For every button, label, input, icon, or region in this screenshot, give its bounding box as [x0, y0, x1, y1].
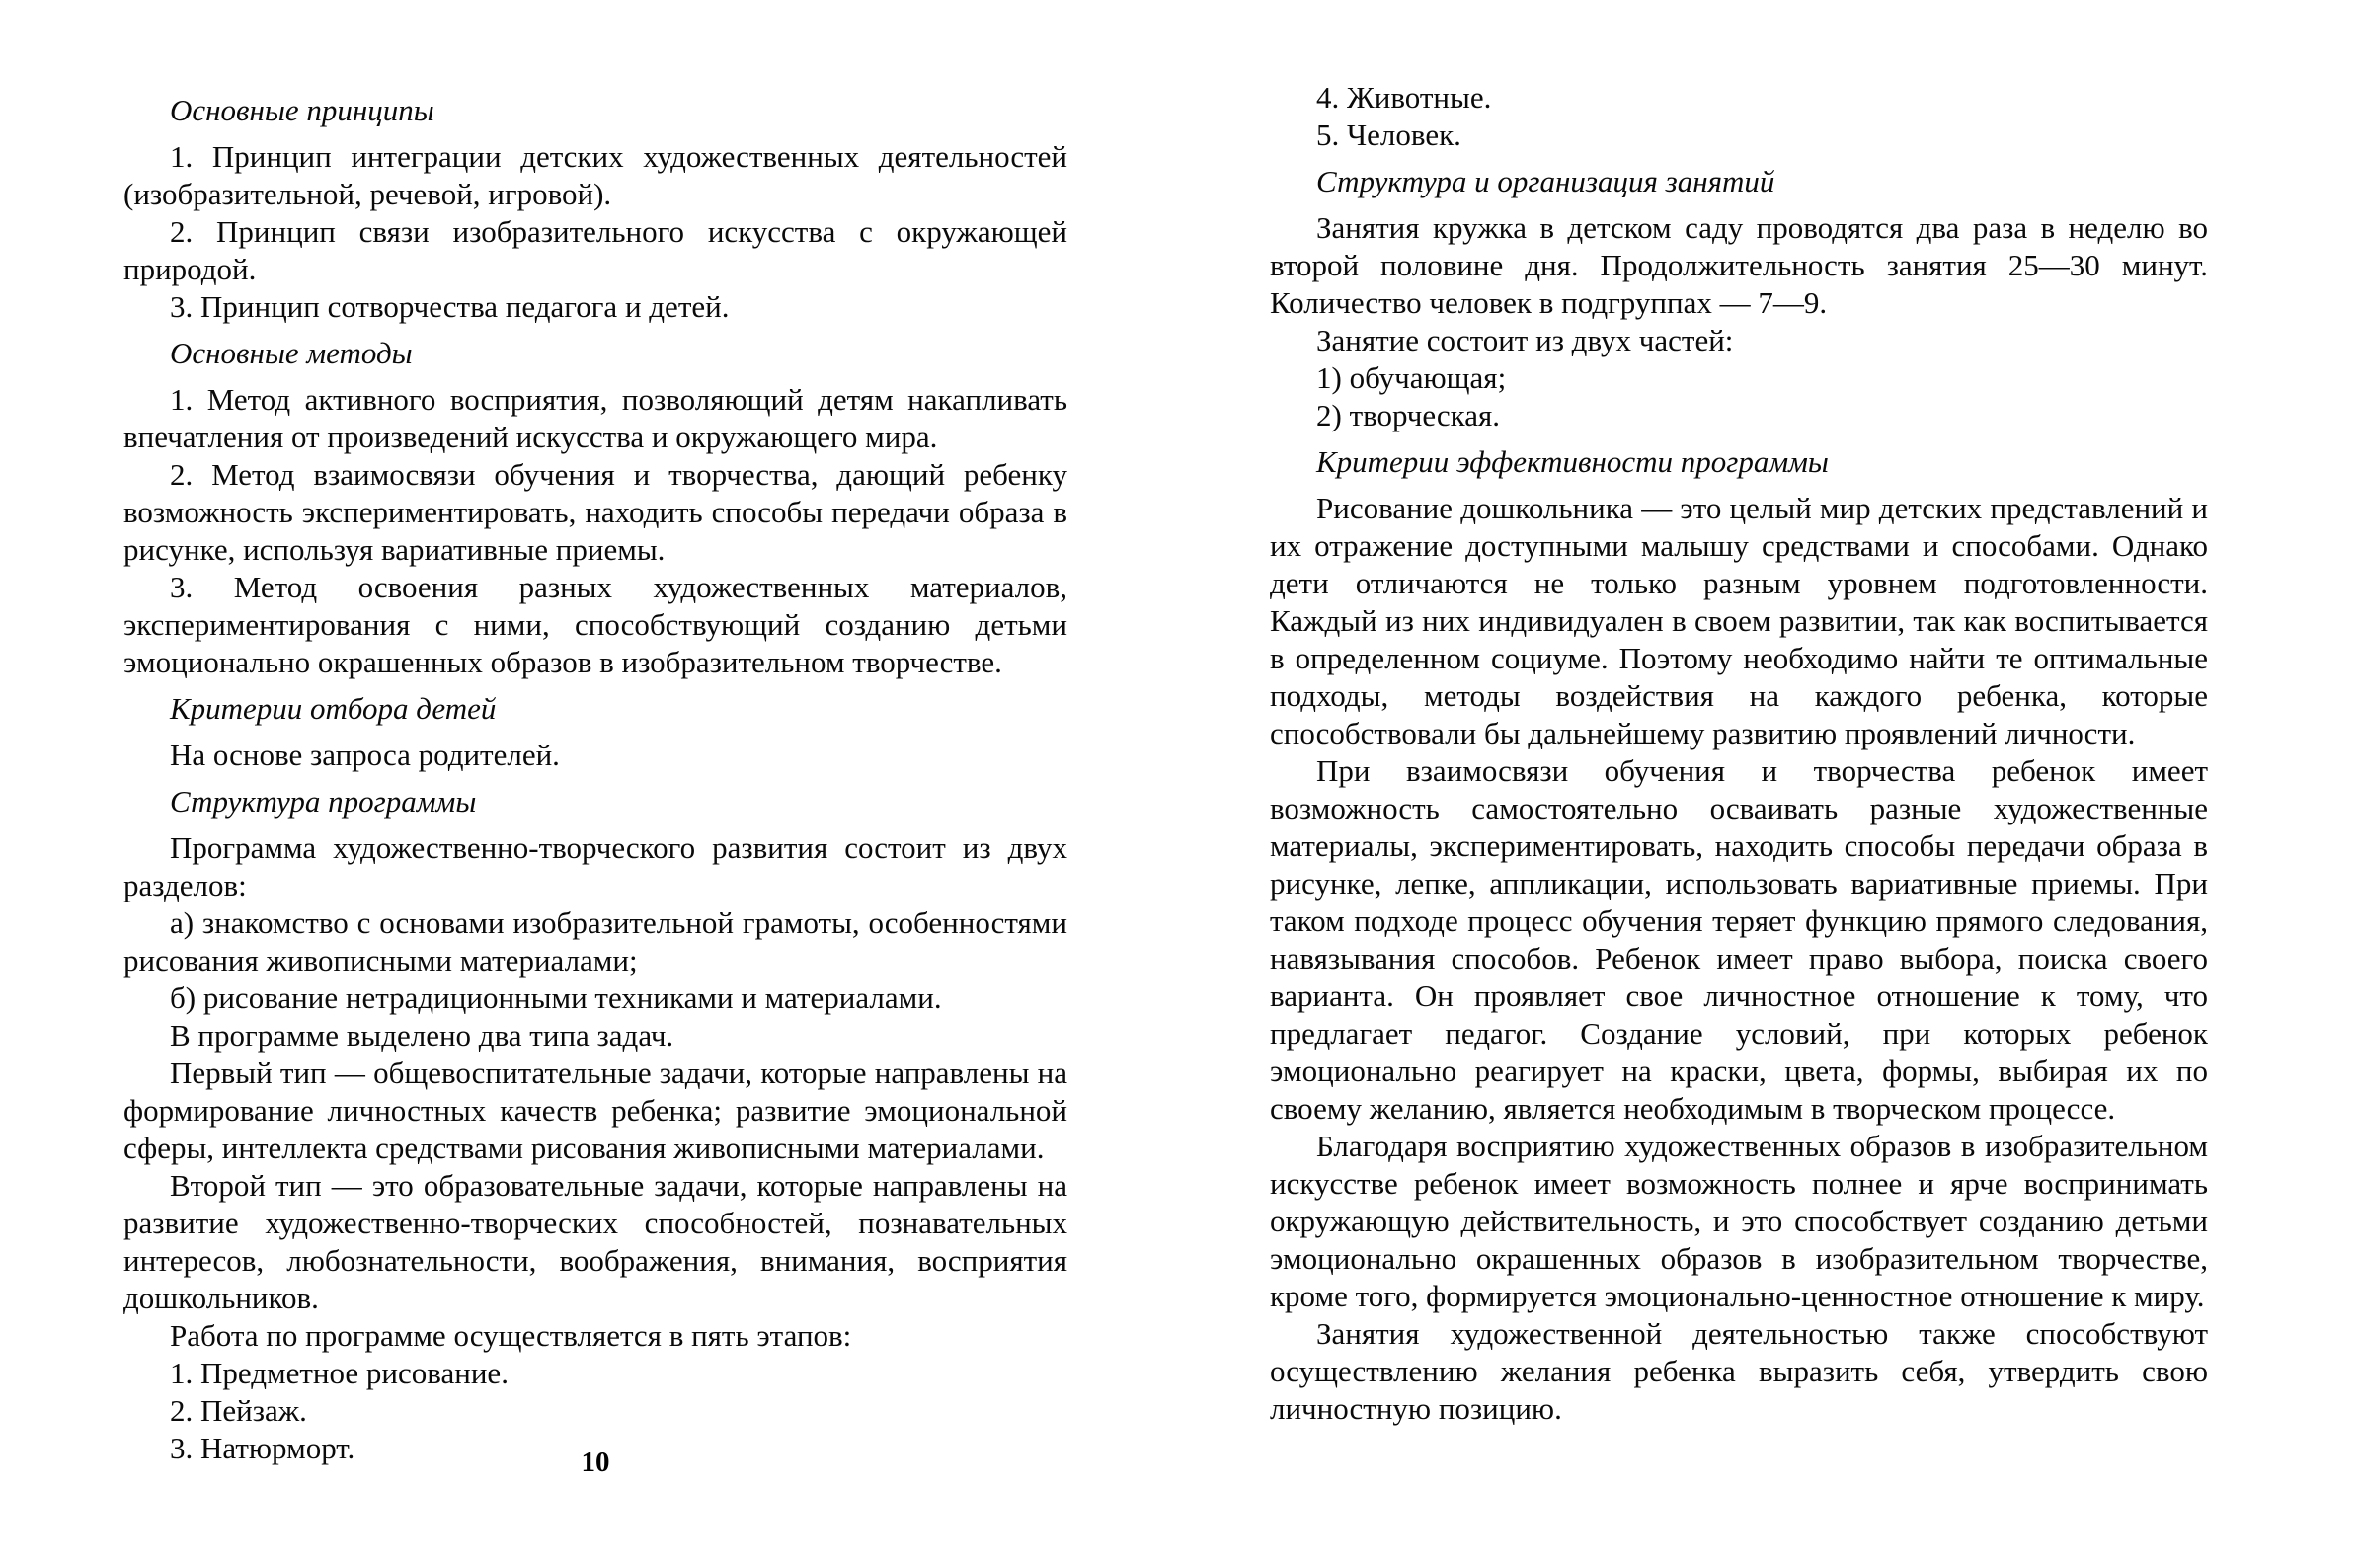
right-page	[1270, 79, 2208, 1428]
paragraph: 3. Метод освоения разных художественных материалов, экспериментирования с ними, способствующий созданию детьми эмоционально окрашенных образов в изобразительном творчестве.	[123, 570, 1067, 679]
section-heading: Критерии отбора детей	[170, 691, 497, 726]
page-number: 10	[581, 1447, 610, 1478]
paragraph: Рисование дошкольника — это целый мир детских представлений и их отражение доступными малышу средствами и способами. Однако дети отличаются не только разным уровнем подготовленности. Каждый из них индивидуален в своем развитии, так как воспитывается в определенном социуме. Поэтому необходимо найти те оптимальные подходы, методы воздействия на каждого ребенка, которые способствовали бы дальнейшему развитию проявлений личности.	[1270, 491, 2208, 750]
paragraph: На основе запроса родителей.	[170, 738, 560, 772]
list-item: 5. Человек.	[1316, 118, 1461, 152]
section-heading: Основные принципы	[170, 93, 434, 127]
paragraph: Первый тип — общевоспитательные задачи, которые направлены на формирование личностных качеств ребенка; развитие эмоциональной сферы, интеллекта средствами рисования живописными материалами.	[123, 1056, 1067, 1165]
list-item: 1) обучающая;	[1316, 360, 1507, 395]
section-heading: Критерии эффективности программы	[1316, 444, 1829, 479]
paragraph: Благодаря восприятию художественных образов в изобразительном искусстве ребенок имеет возможность полнее и ярче воспринимать окружающую действительность, и это способствует созданию детьми эмоционально окрашенных образов в изобразительном творчестве, кроме того, формируется эмоционально-ценностное отношение к миру.	[1270, 1129, 2208, 1313]
list-item: 3. Натюрморт.	[170, 1431, 355, 1465]
left-page	[123, 83, 1067, 1467]
list-item: 4. Животные.	[1316, 80, 1492, 115]
paragraph: Второй тип — это образовательные задачи, которые направлены на развитие художественно-творческих способностей, познавательных интересов, любознательности, воображения, внимания, восприятия дошкольников.	[123, 1168, 1067, 1315]
paragraph: Занятия художественной деятельностью также способствуют осуществлению желания ребенка выразить себя, утвердить свою личностную позицию.	[1270, 1316, 2208, 1426]
section-heading: Структура и организация занятий	[1316, 164, 1775, 198]
list-item: 2) творческая.	[1316, 398, 1501, 432]
paragraph: Занятия кружка в детском саду проводятся два раза в неделю во второй половине дня. Продолжительность занятия 25—30 минут. Количество человек в подгруппах — 7—9.	[1270, 210, 2208, 320]
paragraph: а) знакомство с основами изобразительной грамоты, особенностями рисования живописными материалами;	[123, 905, 1067, 978]
paragraph: 3. Принцип сотворчества педагога и детей.	[170, 289, 730, 324]
paragraph: б) рисование нетрадиционными техниками и материалами.	[170, 980, 942, 1015]
list-item: 1. Предметное рисование.	[170, 1356, 509, 1390]
paragraph: В программе выделено два типа задач.	[170, 1018, 674, 1053]
list-item: 2. Пейзаж.	[170, 1393, 307, 1428]
paragraph: 2. Принцип связи изобразительного искусства с окружающей природой.	[123, 214, 1067, 286]
paragraph: Работа по программе осуществляется в пять этапов:	[170, 1318, 852, 1353]
paragraph: При взаимосвязи обучения и творчества ребенок имеет возможность самостоятельно осваивать разные художественные материалы, экспериментировать, находить способы передачи образа в рисунке, лепке, аппликации, использовать вариативные приемы. При таком подходе процесс обучения теряет функцию прямого следования, навязывания способов. Ребенок имеет право выбора, поиска своего варианта. Он проявляет свое личностное отношение к тому, что предлагает педагог. Создание условий, при которых ребенок эмоционально реагирует на краски, цвета, формы, выбирая их по своему желанию, является необходимым в творческом процессе.	[1270, 753, 2208, 1126]
paragraph: 1. Принцип интеграции детских художественных деятельностей (изобразительной, речевой, игровой).	[123, 139, 1067, 211]
paragraph: 1. Метод активного восприятия, позволяющий детям накапливать впечатления от произведений искусства и окружающего мира.	[123, 382, 1067, 454]
section-heading: Структура программы	[170, 784, 477, 819]
paragraph: Программа художественно-творческого развития состоит из двух разделов:	[123, 830, 1067, 902]
section-heading: Основные методы	[170, 336, 413, 370]
paragraph: 2. Метод взаимосвязи обучения и творчества, дающий ребенку возможность экспериментировать, находить способы передачи образа в рисунке, используя вариативные приемы.	[123, 457, 1067, 567]
paragraph: Занятие состоит из двух частей:	[1316, 323, 1734, 357]
